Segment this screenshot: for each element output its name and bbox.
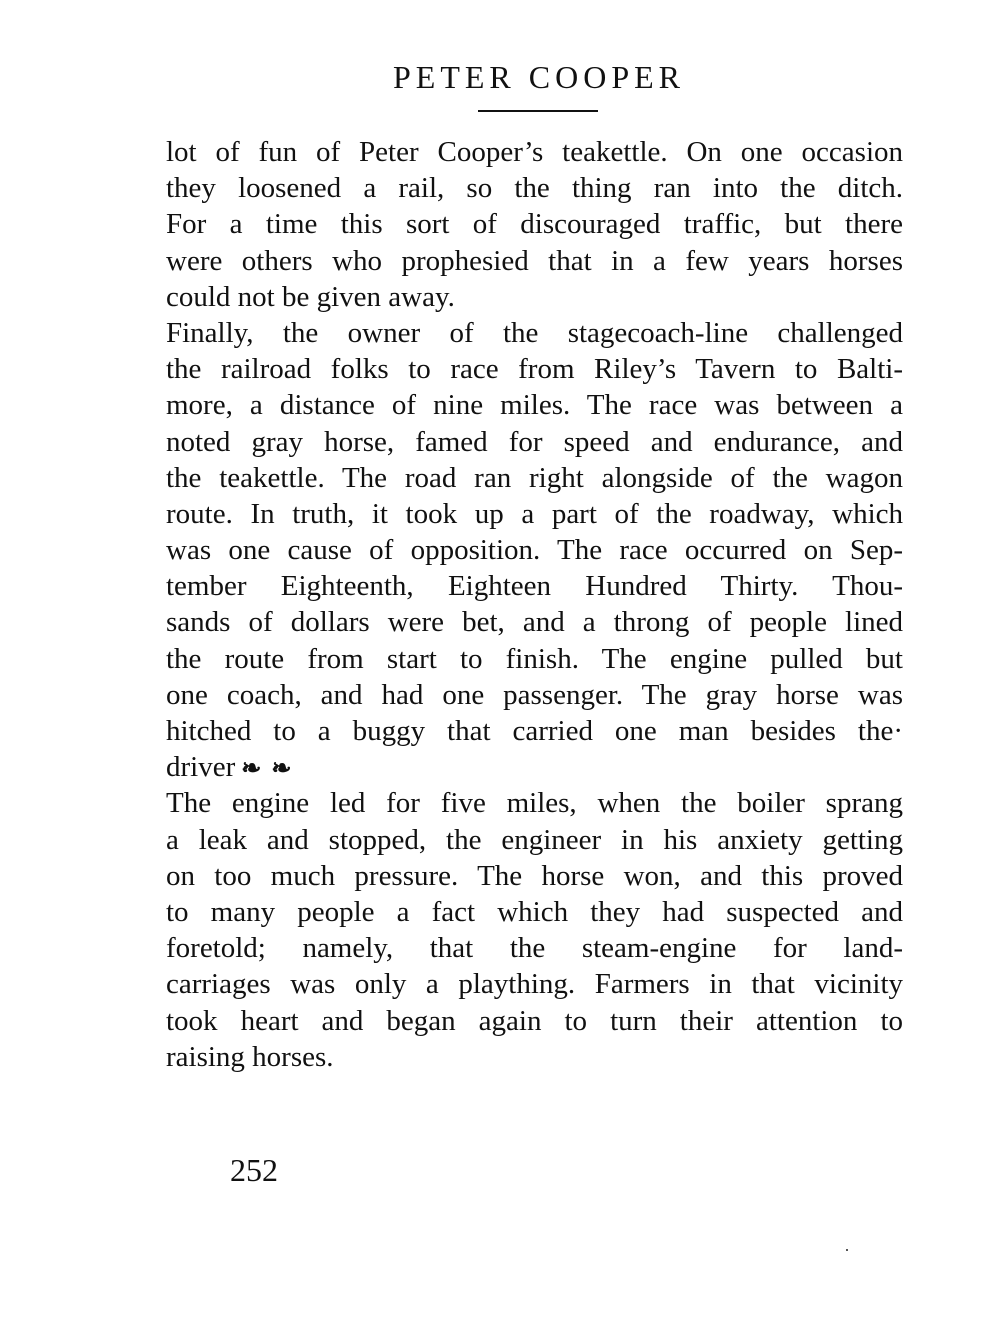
text-line: Finally, the owner of the stagecoach-line challenged	[166, 316, 903, 349]
text-line: to many people a fact which they had suspected and	[166, 895, 903, 928]
text-line: took heart and began again to turn their attention to	[166, 1004, 903, 1037]
text-line: were others who prophesied that in a few years horses	[166, 244, 903, 277]
text-line: they loosened a rail, so the thing ran into the ditch.	[166, 172, 903, 205]
text-line: lot of fun of Peter Cooper’s teakettle. On one occasion	[166, 136, 903, 168]
text-line: sands of dollars were bet, and a throng of people lined	[166, 606, 903, 639]
text-line: For a time this sort of discouraged traffic, but there	[166, 208, 903, 241]
text-line: The engine led for five miles, when the boiler sprang	[166, 787, 903, 820]
text-line: a leak and stopped, the engineer in his anxiety getting	[166, 823, 903, 856]
text-line: could not be given away.	[166, 280, 455, 313]
scan-speck	[846, 1249, 848, 1251]
text-line: on too much pressure. The horse won, and this proved	[166, 859, 903, 892]
text-line: raising horses.	[166, 1040, 334, 1073]
text-line: the teakettle. The road ran right alongside of the wagon	[166, 461, 903, 494]
text-line: tember Eighteenth, Eighteen Hundred Thirty. Thou-	[166, 570, 903, 603]
text-line: hitched to a buggy that carried one man besides the·	[166, 715, 903, 747]
text-line: driver	[166, 751, 236, 784]
body-text	[166, 134, 903, 1075]
running-title: PETER COOPER	[392, 59, 686, 95]
text-line: noted gray horse, famed for speed and endurance, and	[166, 425, 903, 458]
text-line-with-ornament	[166, 749, 903, 785]
fleuron-ornament-icon: ❧ ❧	[241, 756, 294, 783]
text-line: the route from start to finish. The engine pulled but	[166, 642, 903, 675]
text-line: more, a distance of nine miles. The race was between a	[166, 389, 903, 422]
text-line: was one cause of opposition. The race occurred on Sep-	[166, 534, 903, 567]
text-line: the railroad folks to race from Riley’s Tavern to Balti-	[166, 353, 903, 386]
text-line: foretold; namely, that the steam-engine for land-	[166, 932, 903, 965]
page-number: 252	[230, 1152, 278, 1188]
text-line: carriages was only a plaything. Farmers in that vicinity	[166, 968, 903, 1001]
title-rule	[478, 110, 598, 112]
text-line: one coach, and had one passenger. The gray horse was	[166, 678, 903, 711]
text-line: route. In truth, it took up a part of the roadway, which	[166, 497, 903, 530]
